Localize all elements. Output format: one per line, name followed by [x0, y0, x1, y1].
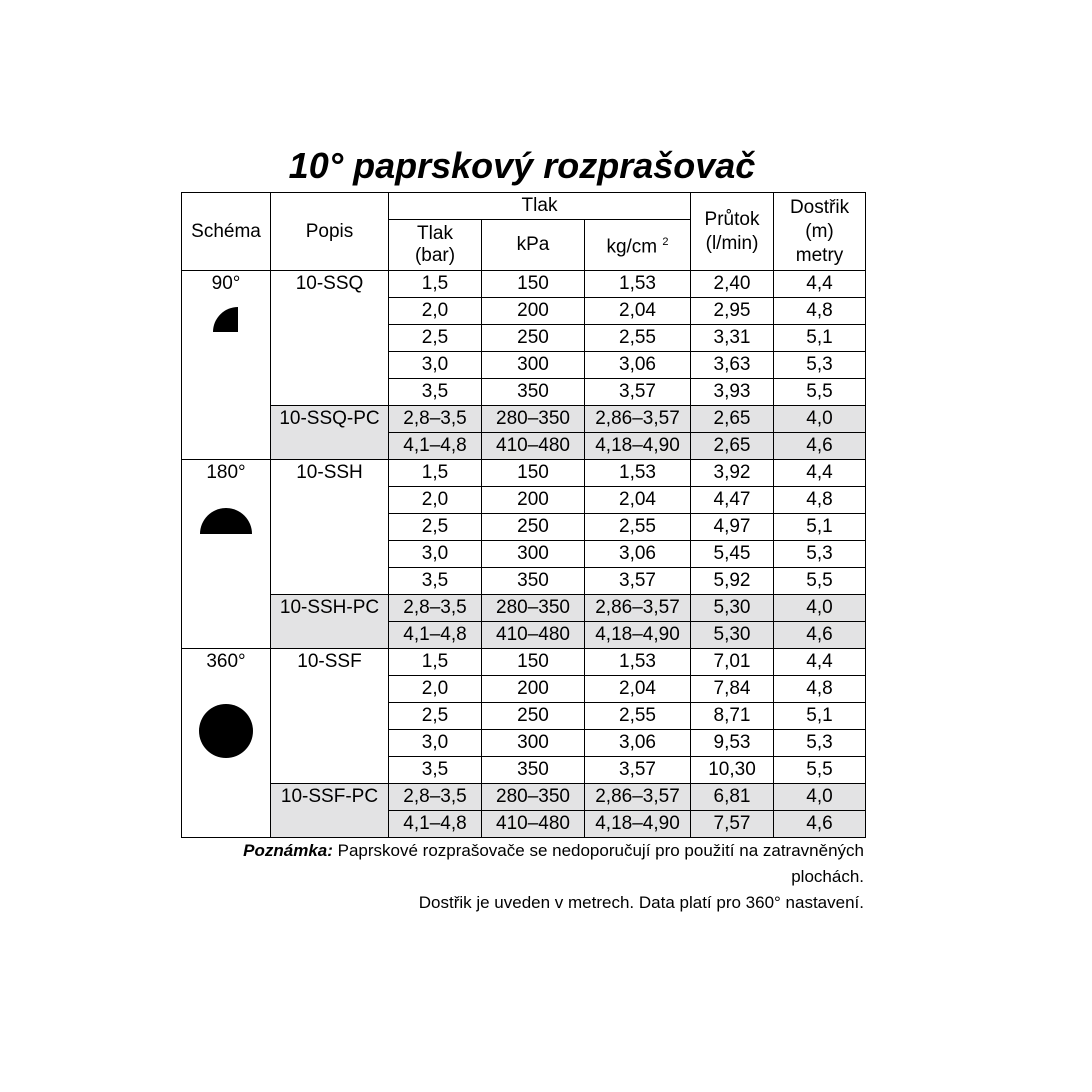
cell-dostrik: 4,0 — [774, 595, 866, 622]
model-name: 10-SSQ-PC — [271, 406, 389, 460]
cell-prutok: 5,30 — [691, 622, 774, 649]
cell-tlak-bar: 4,1–4,8 — [389, 433, 482, 460]
model-name: 10-SSH — [271, 460, 389, 595]
cell-kpa: 300 — [482, 730, 585, 757]
cell-kpa: 350 — [482, 568, 585, 595]
cell-kpa: 250 — [482, 703, 585, 730]
cell-kpa: 350 — [482, 379, 585, 406]
table-row — [182, 460, 866, 487]
cell-tlak-bar: 1,5 — [389, 271, 482, 298]
cell-dostrik: 4,4 — [774, 460, 866, 487]
cell-tlak-bar: 3,0 — [389, 352, 482, 379]
spray-spec-table — [181, 192, 866, 838]
header-dostrik-line3: metry — [795, 244, 844, 266]
cell-kpa: 280–350 — [482, 595, 585, 622]
cell-dostrik: 5,3 — [774, 730, 866, 757]
cell-tlak-bar: 3,5 — [389, 757, 482, 784]
cell-dostrik: 5,1 — [774, 703, 866, 730]
header-kgcm-exponent: 2 — [662, 236, 669, 249]
full-circle-icon — [198, 703, 254, 759]
cell-prutok: 4,47 — [691, 487, 774, 514]
cell-tlak-bar: 2,0 — [389, 298, 482, 325]
header-prutok-line2: (l/min) — [705, 232, 759, 254]
cell-prutok: 6,81 — [691, 784, 774, 811]
cell-tlak-bar: 2,5 — [389, 325, 482, 352]
cell-tlak-bar: 4,1–4,8 — [389, 622, 482, 649]
header-prutok-line1: Průtok — [704, 208, 760, 230]
cell-tlak-bar: 2,8–3,5 — [389, 595, 482, 622]
table-row — [182, 784, 866, 811]
cell-kgcm: 4,18–4,90 — [585, 433, 691, 460]
cell-prutok: 8,71 — [691, 703, 774, 730]
model-name: 10-SSF — [271, 649, 389, 784]
cell-dostrik: 5,1 — [774, 514, 866, 541]
schema-cell — [182, 271, 271, 460]
cell-prutok: 5,92 — [691, 568, 774, 595]
cell-tlak-bar: 2,8–3,5 — [389, 784, 482, 811]
table-body — [182, 271, 866, 838]
cell-kgcm: 2,86–3,57 — [585, 784, 691, 811]
header-popis: Popis — [271, 193, 389, 271]
cell-prutok: 5,30 — [691, 595, 774, 622]
cell-dostrik: 5,3 — [774, 541, 866, 568]
table-row — [182, 271, 866, 298]
schema-angle: 360° — [206, 651, 246, 672]
cell-dostrik: 5,5 — [774, 568, 866, 595]
cell-kgcm: 3,57 — [585, 568, 691, 595]
header-kgcm — [585, 220, 691, 271]
cell-prutok: 7,01 — [691, 649, 774, 676]
cell-dostrik: 5,5 — [774, 379, 866, 406]
schema-shape — [182, 683, 270, 743]
header-schema: Schéma — [182, 193, 271, 271]
cell-prutok: 2,65 — [691, 433, 774, 460]
footnote-line1 — [180, 838, 864, 890]
schema-cell — [182, 649, 271, 838]
cell-dostrik: 4,0 — [774, 406, 866, 433]
header-dostrik-line1: Dostřik — [789, 196, 850, 218]
cell-kpa: 350 — [482, 757, 585, 784]
cell-kgcm: 2,04 — [585, 487, 691, 514]
cell-kgcm: 4,18–4,90 — [585, 622, 691, 649]
cell-kpa: 150 — [482, 649, 585, 676]
cell-kgcm: 2,04 — [585, 298, 691, 325]
cell-tlak-bar: 2,5 — [389, 514, 482, 541]
cell-kgcm: 2,55 — [585, 514, 691, 541]
model-name: 10-SSQ — [271, 271, 389, 406]
cell-tlak-bar: 2,0 — [389, 487, 482, 514]
cell-prutok: 2,65 — [691, 406, 774, 433]
cell-kpa: 250 — [482, 514, 585, 541]
cell-kpa: 150 — [482, 271, 585, 298]
cell-prutok: 2,40 — [691, 271, 774, 298]
table-row — [182, 649, 866, 676]
table-header — [182, 193, 866, 271]
cell-prutok: 3,31 — [691, 325, 774, 352]
header-tlak-bar-line2: (bar) — [414, 245, 456, 266]
header-prutok — [691, 193, 774, 271]
page-title: 10° paprskový rozprašovač — [288, 145, 756, 186]
cell-kpa: 280–350 — [482, 784, 585, 811]
cell-kpa: 200 — [482, 487, 585, 514]
header-tlak-bar-line1: Tlak — [417, 223, 453, 244]
cell-kpa: 200 — [482, 298, 585, 325]
cell-kgcm: 3,06 — [585, 541, 691, 568]
schema-shape — [182, 305, 270, 365]
cell-kpa: 200 — [482, 676, 585, 703]
cell-kpa: 410–480 — [482, 433, 585, 460]
cell-kgcm: 3,57 — [585, 379, 691, 406]
cell-dostrik: 5,3 — [774, 352, 866, 379]
cell-kgcm: 1,53 — [585, 271, 691, 298]
cell-kgcm: 3,06 — [585, 730, 691, 757]
cell-kpa: 250 — [482, 325, 585, 352]
cell-kgcm: 3,06 — [585, 352, 691, 379]
cell-prutok: 2,95 — [691, 298, 774, 325]
cell-dostrik: 4,0 — [774, 784, 866, 811]
cell-kgcm: 2,55 — [585, 325, 691, 352]
schema-shape — [182, 494, 270, 554]
cell-dostrik: 5,1 — [774, 325, 866, 352]
cell-tlak-bar: 3,0 — [389, 541, 482, 568]
cell-tlak-bar: 3,0 — [389, 730, 482, 757]
quarter-circle-icon — [211, 305, 241, 335]
cell-prutok: 3,92 — [691, 460, 774, 487]
cell-tlak-bar: 3,5 — [389, 379, 482, 406]
table-row — [182, 406, 866, 433]
cell-dostrik: 4,6 — [774, 811, 866, 838]
cell-kgcm: 2,86–3,57 — [585, 406, 691, 433]
header-tlak-bar — [389, 220, 482, 271]
cell-prutok: 7,57 — [691, 811, 774, 838]
cell-prutok: 3,63 — [691, 352, 774, 379]
cell-tlak-bar: 1,5 — [389, 460, 482, 487]
half-circle-icon — [198, 506, 254, 536]
footnote-text1: Paprskové rozprašovače se nedoporučují pro použití na zatravněných plochách. — [337, 841, 864, 886]
header-dostrik-line2: (m) — [805, 220, 834, 242]
cell-dostrik: 4,6 — [774, 433, 866, 460]
model-name: 10-SSF-PC — [271, 784, 389, 838]
cell-prutok: 10,30 — [691, 757, 774, 784]
cell-dostrik: 4,6 — [774, 622, 866, 649]
cell-kgcm: 1,53 — [585, 460, 691, 487]
cell-kgcm: 3,57 — [585, 757, 691, 784]
cell-tlak-bar: 1,5 — [389, 649, 482, 676]
cell-tlak-bar: 3,5 — [389, 568, 482, 595]
cell-dostrik: 4,4 — [774, 271, 866, 298]
cell-kgcm: 2,86–3,57 — [585, 595, 691, 622]
cell-kgcm: 2,04 — [585, 676, 691, 703]
table-row — [182, 595, 866, 622]
cell-prutok: 5,45 — [691, 541, 774, 568]
cell-prutok: 7,84 — [691, 676, 774, 703]
header-kgcm-unit: kg/cm — [606, 236, 658, 258]
schema-angle: 180° — [206, 462, 246, 483]
cell-kpa: 410–480 — [482, 811, 585, 838]
cell-prutok: 3,93 — [691, 379, 774, 406]
model-name: 10-SSH-PC — [271, 595, 389, 649]
cell-kpa: 150 — [482, 460, 585, 487]
cell-kpa: 410–480 — [482, 622, 585, 649]
schema-cell — [182, 460, 271, 649]
cell-kpa: 300 — [482, 352, 585, 379]
header-tlak-group: Tlak — [389, 193, 691, 220]
cell-tlak-bar: 2,8–3,5 — [389, 406, 482, 433]
cell-tlak-bar: 2,0 — [389, 676, 482, 703]
cell-prutok: 9,53 — [691, 730, 774, 757]
cell-dostrik: 4,4 — [774, 649, 866, 676]
footnote-line2: Dostřik je uveden v metrech. Data platí pro 360° nastavení. — [418, 893, 864, 912]
cell-kgcm: 1,53 — [585, 649, 691, 676]
cell-prutok: 4,97 — [691, 514, 774, 541]
cell-kpa: 280–350 — [482, 406, 585, 433]
footnote-label: Poznámka: — [243, 841, 333, 860]
schema-angle: 90° — [211, 273, 241, 294]
cell-dostrik: 5,5 — [774, 757, 866, 784]
cell-dostrik: 4,8 — [774, 298, 866, 325]
header-dostrik — [774, 193, 866, 271]
cell-dostrik: 4,8 — [774, 676, 866, 703]
cell-kgcm: 2,55 — [585, 703, 691, 730]
header-kpa: kPa — [482, 220, 585, 271]
cell-dostrik: 4,8 — [774, 487, 866, 514]
cell-kgcm: 4,18–4,90 — [585, 811, 691, 838]
footnote — [180, 838, 864, 916]
cell-tlak-bar: 4,1–4,8 — [389, 811, 482, 838]
cell-tlak-bar: 2,5 — [389, 703, 482, 730]
cell-kpa: 300 — [482, 541, 585, 568]
